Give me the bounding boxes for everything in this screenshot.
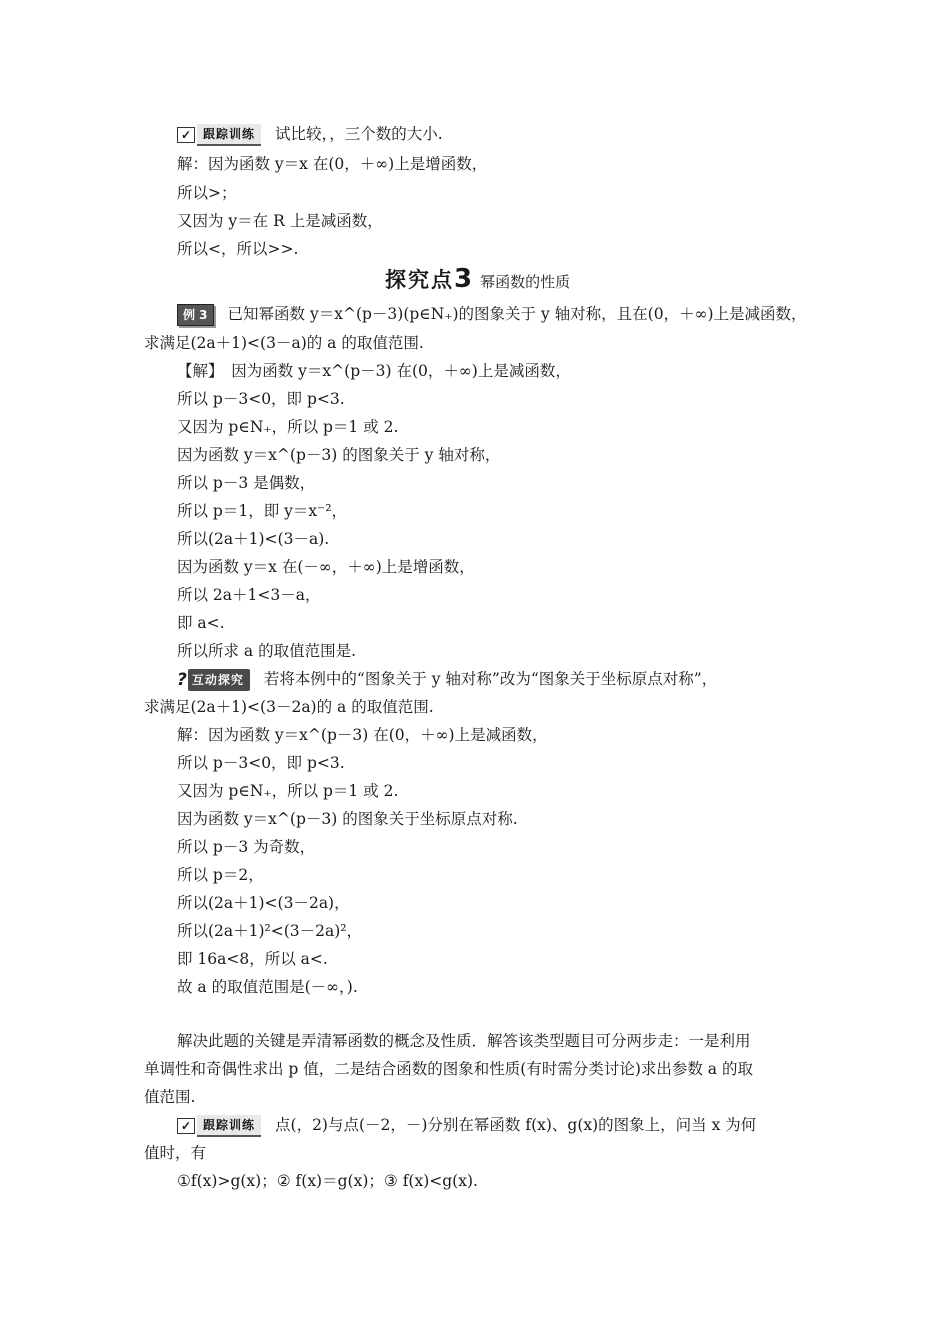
follow-train-1-line (177, 124, 443, 146)
text-line: 求满足(2a＋1)<(3－2a)的 a 的取值范围. (144, 698, 434, 716)
text-line: 所以 p－3<0，即 p<3. (177, 390, 345, 408)
check-icon: ✓ (177, 127, 195, 143)
text-line: 求满足(2a＋1)<(3－a)的 a 的取值范围. (144, 334, 424, 352)
summary-line: 单调性和奇偶性求出 p 值，二是结合函数的图象和性质(有时需分类讨论)求出参数 a 的取 (144, 1060, 753, 1078)
text-line: 因为函数 y＝x^(p－3) 的图象关于坐标原点对称. (177, 810, 518, 828)
section-title: 探究点 (385, 268, 454, 292)
summary-line: 值范围. (144, 1088, 196, 1106)
text-line: 所以 p－3 是偶数， (177, 474, 316, 492)
text-line: 所以>； (177, 184, 237, 202)
text-line: 所以 p－3 为奇数， (177, 838, 316, 856)
follow-train-2-line (177, 1115, 756, 1137)
text-line: 因为函数 y＝x^(p－3) 的图象关于 y 轴对称， (177, 446, 501, 464)
text-line: 因为函数 y＝x 在(－∞，＋∞)上是增函数， (177, 558, 475, 576)
summary-line: 解决此题的关键是弄清幂函数的概念及性质．解答该类型题目可分两步走：一是利用 (177, 1032, 751, 1050)
interact-label: 互动探究 (188, 669, 250, 691)
text-line: 解：因为函数 y＝x^(p－3) 在(0，＋∞)上是减函数， (177, 726, 548, 744)
text-line: 所以 p＝2， (177, 866, 264, 884)
section-subtitle: 幂函数的性质 (480, 273, 571, 291)
text-line: 所以<，所以>>. (177, 240, 299, 258)
text-line: 所以 p－3<0，即 p<3. (177, 754, 345, 772)
text-line: 所以(2a＋1)<(3－2a)， (177, 894, 350, 912)
question-mark-icon: ? (177, 670, 187, 690)
text-line: 即 16a<8，所以 a<. (177, 950, 328, 968)
text-line: 【解】 因为函数 y＝x^(p－3) 在(0，＋∞)上是减函数， (177, 362, 571, 380)
question-text: 试比较，，三个数的大小. (275, 125, 443, 143)
section-number: 3 (454, 264, 473, 294)
text-line: 又因为 p∈N₊，所以 p＝1 或 2. (177, 782, 399, 800)
text-line: 所以 p＝1，即 y＝x⁻²， (177, 502, 348, 520)
example-text: 已知幂函数 y＝x^(p－3)(p∈N₊)的图象关于 y 轴对称，且在(0，＋∞)上是减函数， (227, 305, 807, 323)
example-line (177, 304, 807, 326)
follow-train-label: 跟踪训练 (197, 1115, 261, 1137)
text-line: 值时，有 (144, 1144, 207, 1162)
follow-train-badge (177, 1115, 261, 1137)
example-badge: 例 3 (177, 304, 214, 326)
text-line: 又因为 p∈N₊，所以 p＝1 或 2. (177, 418, 399, 436)
interact-badge (177, 669, 250, 691)
check-icon: ✓ (177, 1118, 195, 1134)
text-line: 所以(2a＋1)²<(3－2a)²， (177, 922, 363, 940)
text-line: 又因为 y＝在 R 上是减函数， (177, 212, 383, 230)
interact-text: 若将本例中的“图象关于 y 轴对称”改为“图象关于坐标原点对称”， (263, 670, 718, 688)
section-heading (385, 264, 570, 294)
text-line: ①f(x)>g(x)；② f(x)＝g(x)；③ f(x)<g(x). (177, 1172, 478, 1190)
text-line: 所以 2a＋1<3－a， (177, 586, 321, 604)
question-text: 点(，2)与点(－2，－)分别在幂函数 f(x)、g(x)的图象上，问当 x 为何 (275, 1116, 757, 1134)
text-line: 即 a<. (177, 614, 225, 632)
interact-line (177, 669, 717, 691)
follow-train-badge (177, 124, 261, 146)
text-line: 解：因为函数 y＝x 在(0，＋∞)上是增函数， (177, 155, 488, 173)
text-line: 故 a 的取值范围是(－∞，). (177, 978, 358, 996)
follow-train-label: 跟踪训练 (197, 124, 261, 146)
text-line: 所以(2a＋1)<(3－a). (177, 530, 330, 548)
text-line: 所以所求 a 的取值范围是. (177, 642, 357, 660)
